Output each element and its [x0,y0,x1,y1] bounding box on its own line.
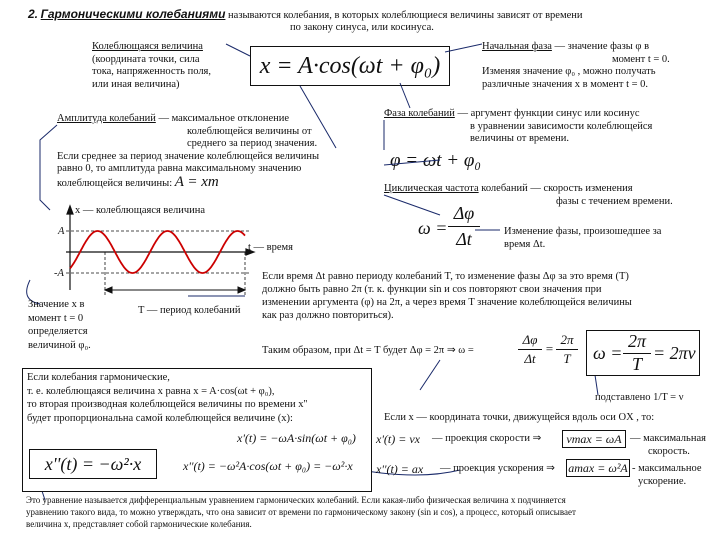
velocity-note-text: — максимальная [630,433,706,444]
frac-equals: = [545,341,554,356]
velocity-box [562,430,626,448]
harmonic-line: то вторая производная колеблющейся величины по времени x'' [27,399,308,410]
left-note-line: тока, напряженность поля, [92,66,212,77]
cyclic-note-text: время Δt. [504,238,546,250]
period-text: должно быть равно 2π (т. к. функции sin и cos повторяют свои значения при [262,284,602,295]
amplitude-formula: A = xm [174,173,219,190]
first-derivative: x'(t) = −ωA·sin(ωt + φ₀) [237,431,356,445]
pointer-line [445,44,482,52]
cyclic-formula-lhs: ω = [418,218,448,238]
boxed-num: 2π [627,331,647,351]
cyclic-title: Циклическая частота [384,183,479,194]
pointer-line [384,160,440,165]
acceleration-note-text: ускорение. [638,475,687,487]
omega-boxed-formula [586,330,700,376]
left-note-title: Колеблющаяся величина [92,41,203,52]
coord-intro: Если x — координата точки, движущейся вдоль оси OX , то: [384,412,655,423]
phase-formula: φ = ωt + φ₀ [390,150,481,171]
velocity-note [630,433,706,458]
pointer-line [400,83,410,108]
frac1-bar [518,349,542,350]
pointer-line [420,360,440,390]
y-axis-arrow [67,206,73,214]
pointer-line [384,195,440,215]
initial-note-line: Значение x в [28,299,85,310]
graph-y-label: x — колеблющаяся величина [75,205,206,216]
period-arrowhead-right [238,287,245,293]
left-note-line: или иная величина) [92,78,180,90]
boxed-lhs: ω = [593,343,623,363]
period-text: Если время Δt равно периоду колебаний T, то изменение фазы Δφ за это время (T) [262,271,629,282]
pointer-line [300,86,336,148]
initial-phase-text: — значение фазы φ в [554,41,650,52]
amplitude-text: Если среднее за период значение колеблющейся величины [57,150,320,162]
cyclic-note-text: Изменение фазы, произошедшее за [504,226,662,237]
left-note-line: (координата точки, сила [92,53,200,65]
graph-a-negative: -A [54,268,64,279]
velocity-lhs: x'(t) = vx [376,432,420,446]
acceleration-box [566,459,630,477]
amplitude-text: равно 0, то амплитуда равна максимальному значению [57,163,302,174]
footer-line: уравнению такого вида, то можно утверждать, что она зависит от времени по гармоническому закону (sin и cos), а процесс, который описывает [26,507,576,517]
footer-line: величина x, представляет собой гармонические колебания. [26,519,252,529]
diff-equation: x''(t) = −ω²·x [44,454,142,474]
graph-period-label: T — период колебаний [138,305,241,316]
footer-line: Это уравнение называется дифференциальным уравнением гармонических колебаний. Если какая-либо физическая величина x подчиняется [26,495,566,505]
amplitude-title: Амплитуда колебаний [57,113,156,124]
initial-note-line: определяется [28,326,88,337]
harmonic-line: т. е. колеблющаяся величина x равна x = A·cos(ωt + φ₀), [27,385,275,397]
substitution-note: подставлено 1/T = ν [595,392,684,403]
harmonic-box [22,368,372,492]
phase-title: Фаза колебаний [384,108,455,119]
harmonic-line: Если колебания гармонические, [27,372,170,383]
acceleration-note [632,463,702,488]
acceleration-lhs: x''(t) = ax [376,462,424,476]
initial-phase-text: момент t = 0. [612,53,670,65]
harmonic-line: будет пропорциональна самой колеблющейся величине (x): [27,412,293,424]
acceleration-note-text: - максимальное [632,463,702,474]
title-number: 2. [28,7,39,21]
amplitude-text: колеблющейся величины от [187,125,312,137]
cyclic-text: колебаний — скорость изменения [481,183,633,194]
amplitude-text: колеблющейся величины: [57,177,173,189]
second-derivative: x''(t) = −ω²A·cos(ωt + φ₀) = −ω²·x [183,459,353,473]
frac2-bar [556,349,578,350]
velocity-note-text: скорость. [648,445,690,457]
period-text: изменении аргумента (φ) на 2π, а через время T значение колеблющейся величины [262,297,632,308]
frac1-num: Δφ [522,332,538,347]
period-explanation [262,270,632,322]
phase-text: — аргумент функции синус или косинус [457,108,640,119]
initial-phase-text: различные значения x в момент t = 0. [482,78,649,90]
cyclic-text: фазы с течением времени. [556,195,673,207]
velocity-max: vmax = ωA [566,432,622,446]
amplitude-text: — максимальное отклонение [158,113,290,124]
graph-initial-note [28,298,91,352]
initial-phase-text: Изменяя значение φ₀ , можно получать [482,66,656,77]
phase-text: величины от времени. [470,133,569,144]
pointer-line [40,125,57,210]
initial-note-line: величиной φ₀. [28,339,91,351]
boxed-den: T [631,354,642,374]
amplitude-text: среднего за период значения. [187,138,318,149]
cyclic-formula-den: Δt [456,229,472,249]
initial-note-line: момент t = 0 [28,312,84,324]
title-rest: называются колебания, в которых колеблющиеся величины зависят от времени [228,10,583,21]
boxed-rhs: = 2πν [653,343,696,363]
harmonic-text [27,371,307,425]
phase-text: в уравнении зависимости колеблющейся [470,120,653,132]
footer [26,494,576,530]
graph-a-positive: A [58,226,65,237]
acceleration-text: — проекция ускорения ⇒ [440,463,555,474]
period-text: как раз должно повториться). [262,310,394,321]
frac2-den: T [563,351,571,366]
pointer-line [226,44,250,56]
title-rest-line2: по закону синуса, или косинуса. [290,22,434,33]
velocity-text: — проекция скорости ⇒ [432,433,542,444]
period-conclusion: Таким образом, при Δt = T будет Δφ = 2π ⇒ ω = [262,345,474,356]
title-heading: Гармоническими колебаниями [40,7,226,21]
frac1-den: Δt [524,351,536,366]
graph-t-label: t — время [248,242,294,253]
acceleration-max: amax = ω²A [568,461,628,475]
cyclic-formula-num: Δφ [453,203,475,223]
main-formula: x = A·cos(ωt + φ₀) [259,53,441,79]
frac2-num: 2π [560,332,574,347]
period-arrowhead-left [105,287,112,293]
initial-phase-title: Начальная фаза [482,41,552,52]
diff-equation-box [29,449,157,479]
